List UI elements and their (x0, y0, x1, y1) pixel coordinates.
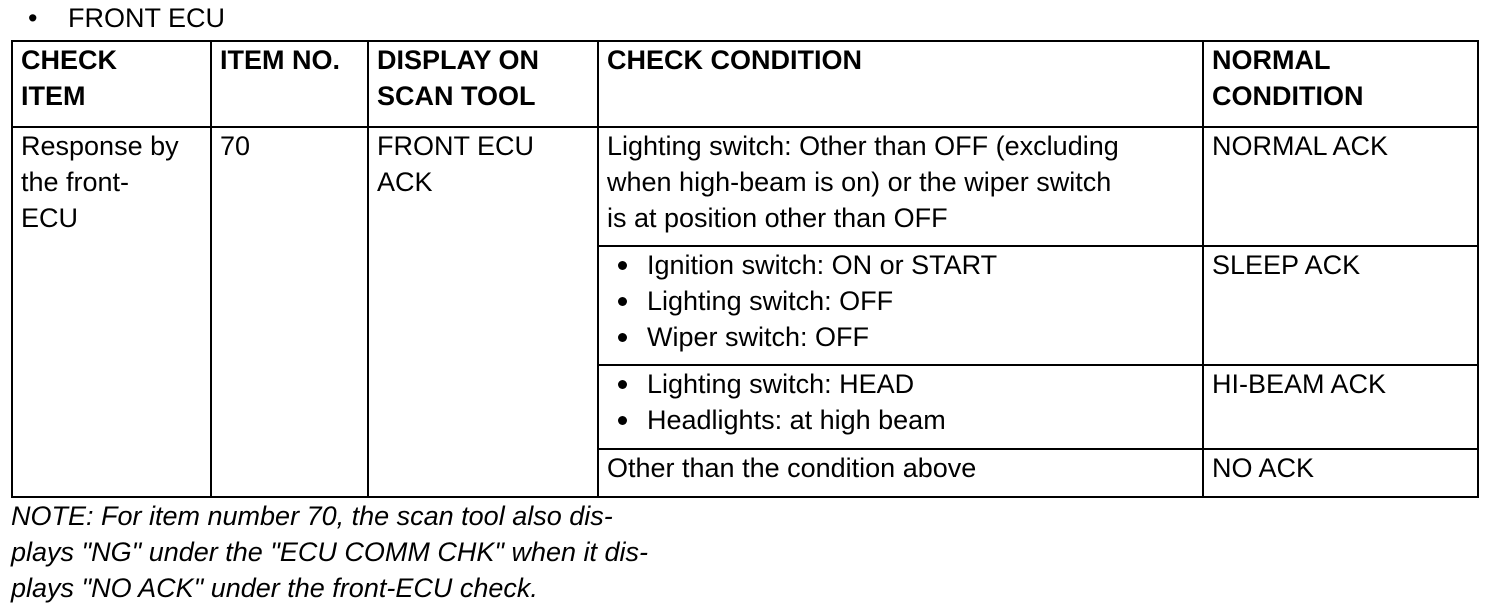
condition-bullet-text: Lighting switch: OFF (647, 286, 894, 316)
condition-list-item (607, 319, 1194, 355)
normal-value: NO ACK (1212, 453, 1315, 483)
table-header-row (12, 41, 1478, 127)
bullet-dot-icon (618, 333, 627, 342)
bullet-dot-icon (618, 416, 627, 425)
cell-normal-2 (1203, 246, 1478, 365)
note-text (11, 498, 751, 606)
condition-bullet-text: Headlights: at high beam (647, 405, 946, 435)
condition-bullet-text: Wiper switch: OFF (647, 322, 870, 352)
note-line3: plays "NO ACK" under the front-ECU check. (11, 573, 538, 603)
note-line1: NOTE: For item number 70, the scan tool also dis- (11, 501, 613, 531)
condition-line: Other than the condition above (607, 453, 977, 483)
header-check-item (12, 41, 211, 127)
header-check-item-line2: ITEM (21, 81, 86, 111)
header-item-no (211, 41, 368, 127)
note-line2: plays "NG" under the "ECU COMM CHK" when it dis- (11, 537, 649, 567)
condition-line: when high-beam is on) or the wiper switch (607, 167, 1112, 197)
condition-bullet-text: Lighting switch: HEAD (647, 369, 915, 399)
condition-list-item (607, 366, 1194, 402)
cell-check-item (12, 127, 211, 497)
display-line1: FRONT ECU (377, 131, 535, 161)
check-item-line3: ECU (21, 203, 79, 233)
normal-value: HI-BEAM ACK (1212, 369, 1387, 399)
header-normal-condition (1203, 41, 1478, 127)
header-normal-line2: CONDITION (1212, 81, 1364, 111)
check-table (11, 40, 1479, 498)
heading-bullet: • (28, 3, 38, 33)
header-normal-line1: NORMAL (1212, 45, 1331, 75)
cell-normal-4 (1203, 449, 1478, 497)
cell-normal-1 (1203, 127, 1478, 246)
condition-list-item (607, 247, 1194, 283)
condition-list (607, 366, 1194, 438)
item-no-value: 70 (220, 131, 251, 161)
cell-item-no (211, 127, 368, 497)
condition-line: Lighting switch: Other than OFF (excluding (607, 131, 1119, 161)
condition-list-item (607, 283, 1194, 319)
header-check-item-line1: CHECK (21, 45, 118, 75)
cell-condition-2 (598, 246, 1203, 365)
cell-condition-4 (598, 449, 1203, 497)
normal-value: SLEEP ACK (1212, 250, 1361, 280)
bullet-dot-icon (618, 261, 627, 270)
bullet-dot-icon (618, 297, 627, 306)
normal-value: NORMAL ACK (1212, 131, 1389, 161)
heading-text: FRONT ECU (68, 3, 226, 33)
section-heading (28, 2, 225, 34)
condition-bullet-text: Ignition switch: ON or START (647, 250, 998, 280)
bullet-dot-icon (618, 380, 627, 389)
table-row (12, 127, 1478, 246)
cell-normal-3 (1203, 365, 1478, 449)
header-display-line1: DISPLAY ON (377, 45, 540, 75)
check-item-line2: the front- (21, 167, 130, 197)
header-item-no-text: ITEM NO. (220, 45, 340, 75)
condition-line: is at position other than OFF (607, 203, 948, 233)
display-line2: ACK (377, 167, 433, 197)
condition-list-item (607, 402, 1194, 438)
condition-list (607, 247, 1194, 355)
check-item-line1: Response by (21, 131, 179, 161)
cell-condition-3 (598, 365, 1203, 449)
cell-condition-1 (598, 127, 1203, 246)
header-check-condition-text: CHECK CONDITION (607, 45, 862, 75)
header-check-condition (598, 41, 1203, 127)
header-display (368, 41, 598, 127)
header-display-line2: SCAN TOOL (377, 81, 536, 111)
cell-display (368, 127, 598, 497)
